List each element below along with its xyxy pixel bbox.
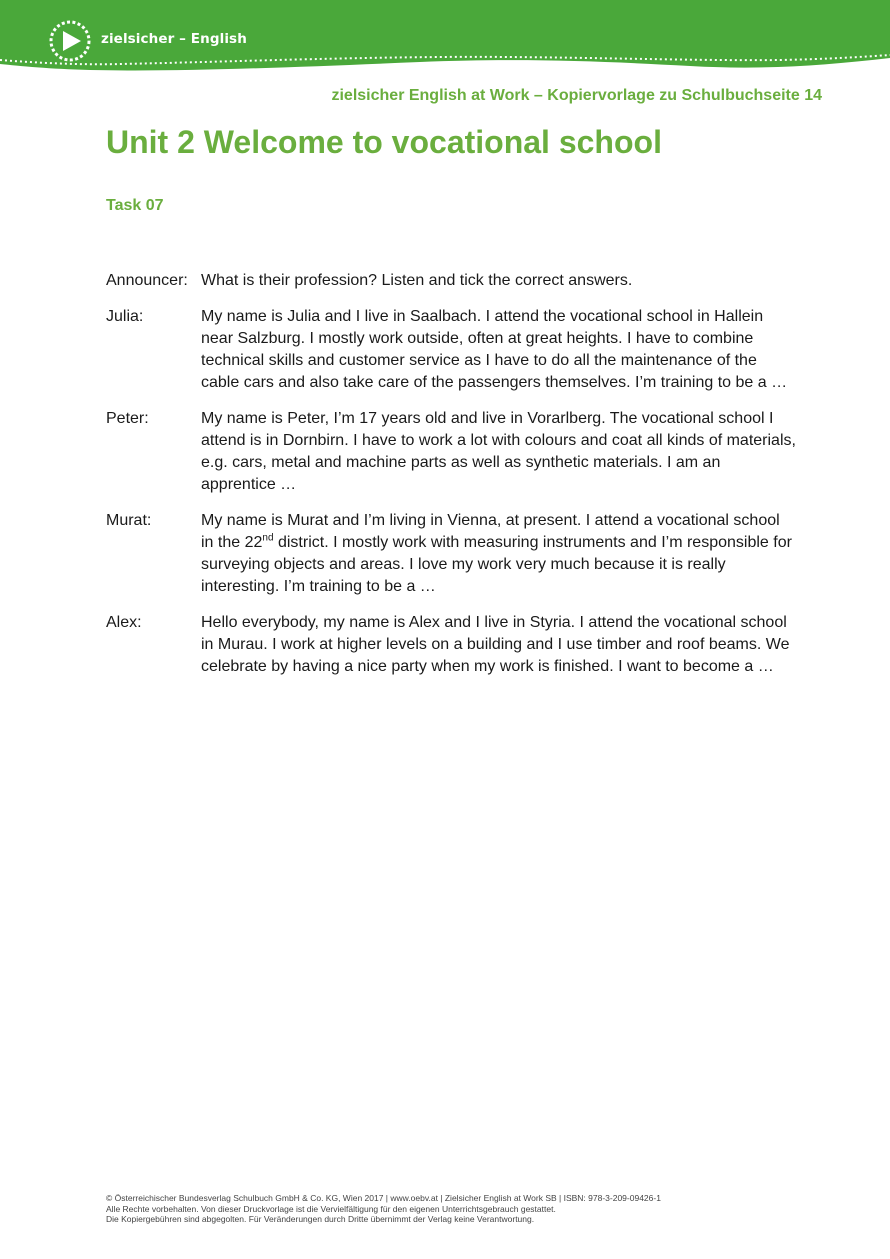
copyright-footer (106, 1193, 826, 1225)
speaker-text (201, 510, 796, 598)
footer-line: Die Kopiergebühren sind abgegolten. Für Veränderungen durch Dritte übernimmt der Verlag keine Verantwortung. (106, 1214, 535, 1224)
footer-line: Alle Rechte vorbehalten. Von dieser Druckvorlage ist die Vervielfältigung für den eigenen Unterrichtsgebrauch gestattet. (106, 1203, 556, 1214)
transcript-entry-murat (106, 510, 796, 598)
speaker-text-part: My name is Murat and I’m living in Vienna, at present. I attend a vocational school in the 22 (201, 512, 780, 551)
speaker-name: Alex: (106, 614, 142, 631)
footer-line: © Österreichischer Bundesverlag Schulbuch GmbH & Co. KG, Wien 2017 | www.oebv.at | Zielsicher English at Work SB | ISBN: 978-3-209-09426-1 (106, 1193, 661, 1203)
transcript (106, 270, 796, 692)
speaker-name: Murat: (106, 512, 152, 529)
speaker-text: What is their profession? Listen and tick the correct answers. (201, 272, 633, 289)
page-title: Unit 2 Welcome to vocational school (106, 124, 662, 160)
transcript-entry-julia (106, 306, 796, 394)
transcript-entry-peter (106, 408, 796, 496)
speaker-name: Peter: (106, 410, 149, 427)
task-label: Task 07 (106, 197, 164, 214)
speaker-name: Julia: (106, 308, 144, 325)
speaker-text: My name is Peter, I’m 17 years old and live in Vorarlberg. The vocational school I attend is in Dornbirn. I have to work a lot with colours and coat all kinds of materials, e.g. cars, metal and machine parts as well as synthetic materials. I am an apprentice … (201, 410, 796, 493)
brand-logo-text: zielsicher – English (101, 31, 247, 47)
page-subtitle: zielsicher English at Work – Kopiervorlage zu Schulbuchseite 14 (331, 87, 822, 104)
header-banner (0, 0, 890, 80)
speaker-name: Announcer: (106, 272, 188, 289)
speaker-text: Hello everybody, my name is Alex and I live in Styria. I attend the vocational school in Murau. I work at higher levels on a building and I use timber and roof beams. We celebrate by having a nice party when my work is finished. I want to become a … (201, 614, 790, 675)
ordinal-superscript: nd (262, 532, 274, 544)
transcript-entry-announcer (106, 270, 796, 292)
speaker-text: My name is Julia and I live in Saalbach. I attend the vocational school in Hallein near Salzburg. I mostly work outside, often at great heights. I have to combine technical skills and customer service as I have to do all the maintenance of the cable cars and also take care of the passengers themselves. I’m training to be a … (201, 308, 788, 391)
speaker-text-part: district. I mostly work with measuring instruments and I’m responsible for surveying objects and areas. I love my work very much because it is really interesting. I’m training to be a … (201, 534, 792, 595)
transcript-entry-alex (106, 612, 796, 678)
